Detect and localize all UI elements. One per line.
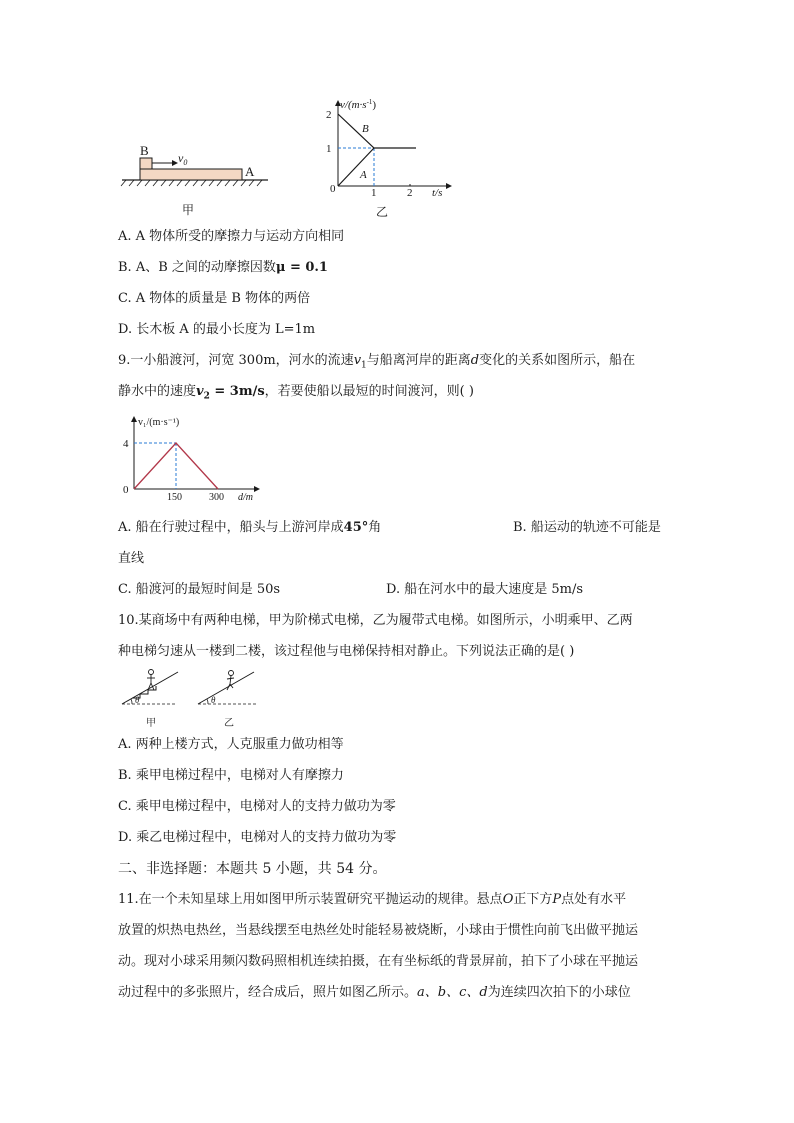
q10-option-c: C. 乘甲电梯过程中，电梯对人的支持力做功为零 xyxy=(118,799,396,814)
q9-stem-line1: 9.一小船渡河，河宽 300m，河水的流速$v_1$与船离河岸的距离d变化的关系如图所示，船在 xyxy=(118,353,636,371)
q10-escalator-figure xyxy=(118,664,268,732)
q9-option-a: A. 船在行驶过程中，船头与上游河岸成45°角 xyxy=(118,520,382,535)
svg-text:v0: $v_0$ xyxy=(178,151,188,167)
board-a xyxy=(140,169,242,180)
graph-line-b xyxy=(338,114,416,148)
q9-x-tick-150: 150 xyxy=(167,492,182,503)
board-a-label: A xyxy=(245,164,255,179)
q10-stem-line1: 10.某商场中有两种电梯，甲为阶梯式电梯，乙为履带式电梯。如图所示，小明乘甲、乙两 xyxy=(118,613,633,628)
q9-velocity-distance-graph xyxy=(118,412,268,504)
caption-yi: 乙 xyxy=(376,205,389,219)
q8-option-b: B. A、B 之间的动摩擦因数μ = 0.1 xyxy=(118,260,328,275)
y-tick-1: 1 xyxy=(326,143,332,155)
q9-x-axis-label: d/m xyxy=(238,492,253,503)
q9-y-tick-4: 4 xyxy=(123,438,129,450)
q9-y-axis-label: v₁/(m·s⁻¹) xyxy=(138,417,180,428)
x-axis-label: t/s xyxy=(432,187,443,199)
origin-label: 0 xyxy=(330,183,336,195)
q10-option-d: D. 乘乙电梯过程中，电梯对人的支持力做功为零 xyxy=(118,830,397,845)
q9-option-d: D. 船在河水中的最大速度是 5m/s xyxy=(386,582,584,597)
q11-line4: 动过程中的多张照片，经合成后，照片如图乙所示。a、b、c、d为连续四次拍下的小球位 xyxy=(118,985,631,1000)
q11-line1: 11.在一个未知星球上用如图甲所示装置研究平抛运动的规律。悬点O正下方P点处有水平 xyxy=(118,892,627,907)
caption-jia-escalator: 甲 xyxy=(146,718,156,729)
q11-line3: 动。现对小球采用频闪数码照相机连续拍摄，在有坐标纸的背景屏前，拍下了小球在平抛运 xyxy=(118,954,639,969)
q9-option-b: B. 船运动的轨迹不可能是 xyxy=(513,520,661,535)
caption-yi-escalator: 乙 xyxy=(224,718,234,729)
q9-origin-label: 0 xyxy=(123,484,129,496)
x-tick-2: 2 xyxy=(407,187,413,199)
caption-jia: 甲 xyxy=(182,203,195,217)
section2-heading: 二、非选择题：本题共 5 小题，共 54 分。 xyxy=(118,861,387,877)
angle-theta-yi: θ xyxy=(211,695,216,705)
q8-option-c: C. A 物体的质量是 B 物体的两倍 xyxy=(118,291,311,306)
q10-stem-line2: 种电梯匀速从一楼到二楼，该过程他与电梯保持相对静止。下列说法正确的是( ) xyxy=(118,644,575,659)
q9-stem-line2: 静水中的速度$v_2 = 3m/s$，若要使船以最短的时间渡河，则( ) xyxy=(118,384,474,402)
q8-option-a: A. A 物体所受的摩擦力与运动方向相同 xyxy=(118,229,345,244)
q9-option-b-cont: 直线 xyxy=(118,551,145,566)
svg-text:v/(m·s-1): $v/(m\cdot s^{-1})$ xyxy=(340,98,377,111)
v0-label: v xyxy=(178,151,184,165)
y-tick-2: 2 xyxy=(326,109,332,121)
q9-option-c: C. 船渡河的最短时间是 50s xyxy=(118,582,281,597)
line-b-label: B xyxy=(362,123,369,135)
q10-option-a: A. 两种上楼方式，人克服重力做功相等 xyxy=(118,737,344,752)
block-b-label: B xyxy=(140,143,149,158)
graph-line-a xyxy=(338,148,374,186)
figure-yi-vt-graph xyxy=(318,96,458,222)
q9-x-tick-300: 300 xyxy=(209,492,224,503)
angle-theta-jia: θ xyxy=(135,695,140,705)
q11-line2: 放置的炽热电热丝，当悬线摆至电热丝处时能轻易被烧断，小球由于惯性向前飞出做平抛运 xyxy=(118,923,639,938)
figure-jia xyxy=(118,140,278,220)
x-tick-1: 1 xyxy=(371,187,377,199)
q10-option-b: B. 乘甲电梯过程中，电梯对人有摩擦力 xyxy=(118,768,344,783)
q8-option-d: D. 长木板 A 的最小长度为 L=1m xyxy=(118,322,316,337)
line-a-label: A xyxy=(360,169,367,181)
block-b xyxy=(140,158,152,169)
